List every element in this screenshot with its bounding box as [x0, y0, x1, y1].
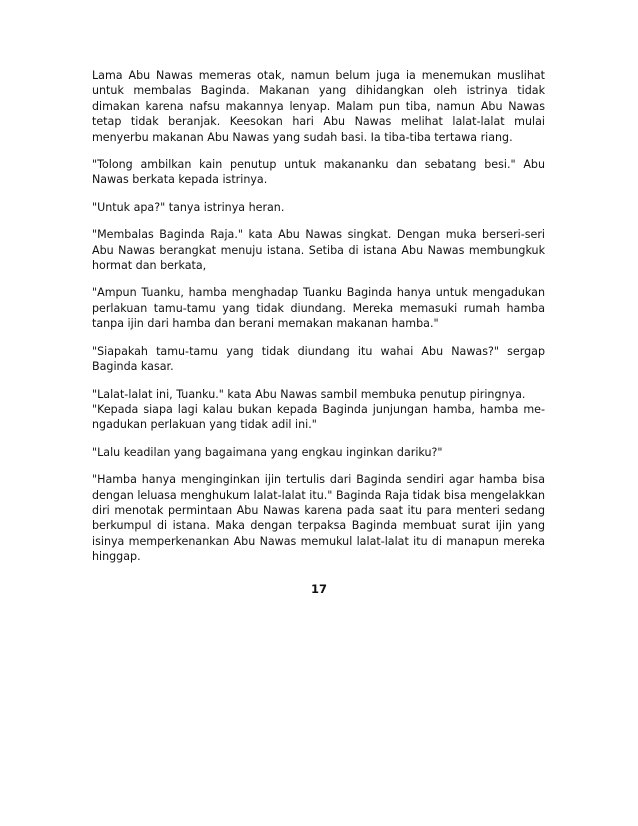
- paragraph-7: "Lalat-lalat ini, Tuanku." kata Abu Nawas sambil membuka penutup piringnya.: [92, 387, 526, 401]
- document-body: [92, 68, 545, 577]
- paragraph-6: "Siapakah tamu-tamu yang tidak diundang itu wahai Abu Nawas?" sergap Baginda kasar.: [92, 344, 545, 374]
- paragraph-4: "Membalas Baginda Raja." kata Abu Nawas singkat. Dengan muka berseri-seri Abu Nawas berangkat menuju istana. Setiba di istana Abu Nawas membungkuk hormat dan berkata,: [92, 228, 545, 273]
- paragraph-10: "Hamba hanya menginginkan ijin tertulis dari Baginda sendiri agar hamba bisa dengan leluasa menghukum lalat-lalat itu." Baginda Raja tidak bisa mengelakkan diri menotak permintaan Abu Nawas karena pada saat itu para menteri sedang berkumpul di istana. Maka dengan terpaksa Baginda membuat surat ijin yang isinya memperkenankan Abu Nawas memukul lalat-lalat itu di manapun mereka hinggap.: [92, 473, 545, 564]
- paragraph-1: Lama Abu Nawas memeras otak, namun belum juga ia menemukan muslihat untuk membalas Baginda. Makanan yang dihidangkan oleh istrinya tidak dimakan karena nafsu makannya lenyap. Malam pun tiba, namun Abu Nawas tetap tidak beranjak. Keesokan hari Abu Nawas melihat lalat-lalat mulai menyerbu makanan Abu Nawas yang sudah basi. Ia tiba-tiba tertawa riang.: [92, 69, 545, 144]
- paragraph-5: "Ampun Tuanku, hamba menghadap Tuanku Baginda hanya untuk mengadukan perlakuan tamu-tamu yang tidak diundang. Mereka memasuki rumah hamba tanpa ijin dari hamba dan berani memakan makanan hamba.": [92, 286, 545, 331]
- page-number: 17: [310, 582, 327, 596]
- paragraph-3: "Untuk apa?" tanya istrinya heran.: [92, 200, 285, 214]
- paragraph-8: "Kepada siapa lagi kalau bukan kepada Baginda junjungan hamba, hamba me-ngadukan perlakuan yang tidak adil ini.": [92, 402, 545, 432]
- paragraph-2: "Tolong ambilkan kain penutup untuk makananku dan sebatang besi." Abu Nawas berkata kepada istrinya.: [92, 158, 545, 187]
- paragraph-9: "Lalu keadilan yang bagaimana yang engkau inginkan dariku?": [92, 445, 443, 459]
